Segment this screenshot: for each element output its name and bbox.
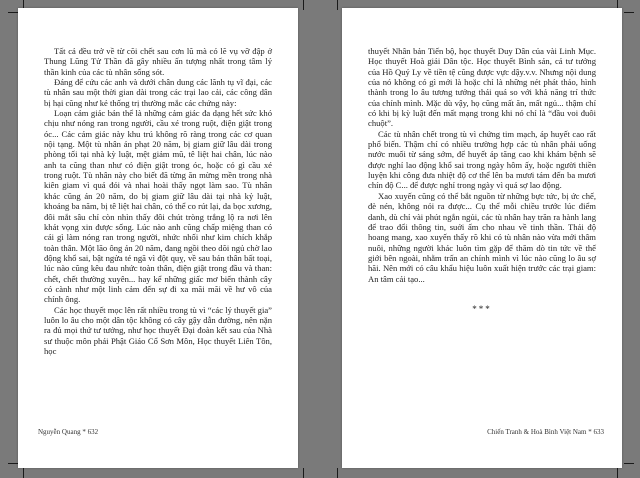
crop-mark <box>303 0 304 10</box>
paragraph: Các học thuyết mọc lên rất nhiều trong tù vì “các lý thuyết gia” luôn lo âu cho một dân tộc không có cây gậy dẫn đường, nên nặn ra đủ mọi thứ tư tưởng, như học thuyết Đại đoàn kết sau của Nhà sư thuộc môn phái Phật Giáo Cổ Sơn Môn, Học thuyết Liên Tôn, học <box>44 304 272 356</box>
right-page-text <box>368 46 596 314</box>
paragraph: Loạn cảm giác bản thể là những cảm giác đa dạng hết sức khó chịu như nóng ran trong người, cầu xé trong ruột, điện giật trong óc... Các cảm giác này khu trú không rõ ràng trong các cơ quan nội tạng. Một tù nhân án phạt 20 năm, bị giam giữ lâu dài trong phòng tối tại nhà kỳ luật, mệt giảm mũ, tê liệt hai chân, lúc nào anh ta cũng than như có điện giật trong óc, hoặc có gì cầu xé trong ruột. Tù nhân này cho biết đã từng ăn mừng mền trong nhà kiên giam vì quá đói và nhai hoài thấy ngọt làm sao. Tù nhân khác cũng án 20 năm, do bị giam giữ lâu dài tại nhà kỷ luật, khoảng ba năm, bị tê liệt hai chân, có thể co rút lại, da bọc xương, đôi mắt sâu chỉ còn nhìn thấy đôi chút tròng trắng lộ ra nơi lên khát vọng xin được sống. Lúc nào anh cũng chấp miệng than có cái gì làm nóng ran trong người, nhức nhối như kim chích khắp toàn thân. Một lão ông án 20 năm, đang ngồi theo dõi ngủ chờ lao động khổ sai, bật ngửa té ngã vì đột quỵ, về sau bán thân bất toại, lúc nào cũng kêu đau nhức toàn thân, điện giật trong đầu và than: chết, chết thường xuyên... hay kể những giấc mơ biến thành cây có cành như một linh cảm đến sự đi xa mãi mãi về hư vô của chính ông. <box>44 108 272 305</box>
paragraph: thuyết Nhân bản Tiến bộ, học thuyết Duy Dân của vài Linh Mục. Học thuyết Hoà giải Dân tộc. Học thuyết Bình sản, cả tư tưởng của Hồ Quý Ly về tiền tệ cũng được vực dậy.v.v. Nhưng nội dung của nó không có gì mới là hoặc chỉ là những nét phát thảo, hình thành trong lo âu tương tưởng thái quá so với khả năng trí thức của chính mình. Mặc dù vậy, họ cũng mất ăn, mất ngủ... thậm chí có khi bị kỳ luật đến mất mạng trong khi nó chỉ là “đầu voi đuôi chuột”. <box>368 46 596 129</box>
left-page-text <box>44 46 272 356</box>
paragraph: Tất cả đều trở về từ cõi chết sau cơn lũ mà có lẽ vụ vỡ đập ở Thung Lũng Tử Thần đã gây nhiều ấn tượng nhất trong tâm lý thần kinh của các tù nhân sống sót. <box>44 46 272 77</box>
crop-mark <box>624 12 634 13</box>
left-page <box>18 8 298 468</box>
page-footer: Chiến Tranh & Hoà Bình Việt Nam * 633 <box>487 428 604 436</box>
crop-mark <box>337 0 338 10</box>
right-page <box>342 8 622 468</box>
page-footer: Nguyễn Quang * 632 <box>38 428 99 436</box>
crop-mark <box>617 468 618 478</box>
section-ornament: *** <box>472 303 492 314</box>
crop-mark <box>624 463 634 464</box>
paragraph: Các tù nhân chết trong tù vì chứng tim mạch, áp huyết cao rất phổ biến. Thậm chí có nhiều trường hợp các tù nhân phải uống nước muối từ sáng sớm, để huyết áp tăng cao khi khám bệnh sẽ được nghỉ lao động khổ sai trong ngày hôm ấy, hoặc người thiền luyện khi công đưa nhiệt độ cơ thể lên ba mươi tám đến ba mươi chín độ C... để được nghỉ trong ngày vì quá sợ lao động. <box>368 128 596 191</box>
crop-mark <box>8 463 18 464</box>
crop-mark <box>8 12 18 13</box>
crop-mark <box>303 468 304 478</box>
paragraph: Đáng để cứu các anh và dưới chân dung các lãnh tụ vĩ đại, các tù nhân sau một thời gian dài trong các trại lao cải, các công dân bị hại cũng như kẻ thống trị thường mắc các chứng này: <box>44 77 272 108</box>
paragraph: Xao xuyến cũng có thể bắt nguồn từ những bực tức, bị ức chế, đè nén, không nói ra được... Cụ thể mỗi chiều trước lúc điểm danh, dù chỉ vài phút ngắn ngủi, các tù nhân hay trăn ra hành lang để trao đổi thông tin, suởi ấm cho nhau về tinh thần. Thái độ hoang mang, xao xuyến thấy rõ khi có tù nhân nào vừa mới thâm nuôi, những người khác luôn tìm gặp để thăm dò tin tức về thế giới bên ngoài, nhằm trấn an chính mình vì lúc nào cũng lo âu sợ hãi. Nên mới có câu khẩu hiệu luôn xuất hiện trước các trại giam: An tâm cải tạo... <box>368 190 596 284</box>
crop-mark <box>337 468 338 478</box>
crop-mark <box>23 468 24 478</box>
